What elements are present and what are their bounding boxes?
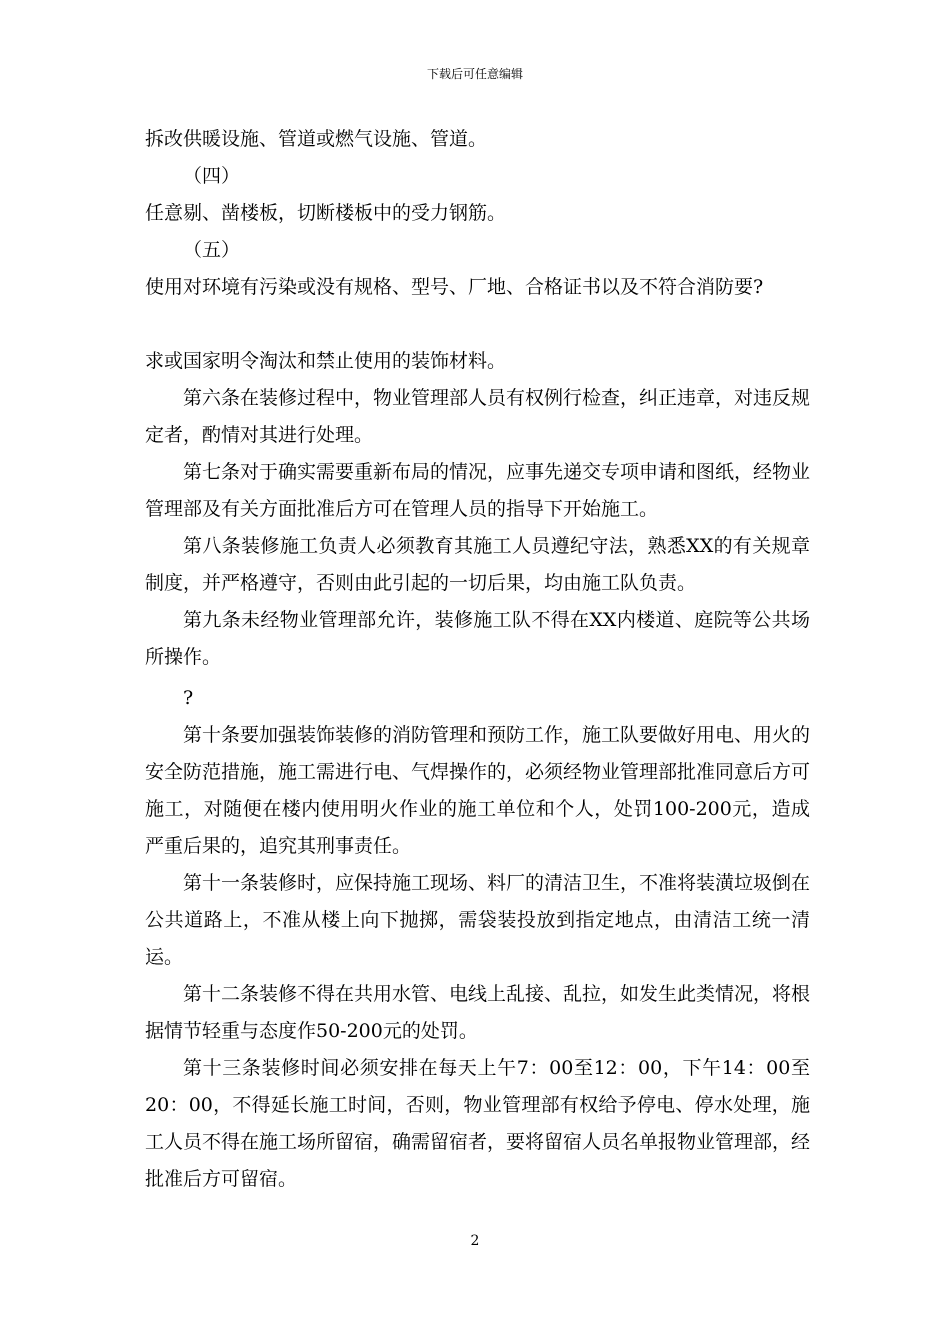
- article-6: [145, 380, 810, 454]
- text-line: 拆改供暖设施、管道或燃气设施、管道。: [145, 128, 488, 150]
- paragraph: 第八条装修施工负责人必须教育其施工人员遵纪守法，熟悉XX的有关规章制度，并严格遵守，否则由此引起的一切后果，均由施工队负责。: [145, 535, 810, 594]
- section-number: （四）: [183, 165, 241, 187]
- section-number: （五）: [183, 239, 241, 261]
- paragraph: 第十二条装修不得在共用水管、电线上乱接、乱拉，如发生此类情况，将根据情节轻重与态度作50-200元的处罚。: [145, 983, 811, 1042]
- paragraph: 第十一条装修时，应保持施工现场、料厂的清洁卫生，不准将装潢垃圾倒在公共道路上，不准从楼上向下抛掷，需袋装投放到指定地点，由清洁工统一清运。: [145, 872, 811, 968]
- stray-mark: [145, 680, 810, 717]
- paragraph: 第六条在装修过程中，物业管理部人员有权例行检查，纠正违章，对违反规定者，酌情对其进行处理。: [145, 387, 811, 446]
- text-line: 使用对环境有污染或没有规格、型号、厂地、合格证书以及不符合消防要?: [145, 276, 764, 298]
- article-13: [145, 1050, 810, 1198]
- article-8: [145, 528, 810, 602]
- article-7: [145, 454, 810, 528]
- paragraph: 第七条对于确实需要重新布局的情况，应事先递交专项申请和图纸，经物业管理部及有关方面批准后方可在管理人员的指导下开始施工。: [145, 461, 811, 520]
- page-header: 下载后可任意编辑: [426, 67, 523, 81]
- article-10: [145, 717, 810, 865]
- paragraph: 第十条要加强装饰装修的消防管理和预防工作，施工队要做好用电、用火的安全防范措施，施工需进行电、气焊操作的，必须经物业管理部批准同意后方可施工，对随便在楼内使用明火作业的施工单位和个人，处罚100-200元，造成严重后果的，追究其刑事责任。: [145, 724, 811, 857]
- text-line: 求或国家明令淘汰和禁止使用的装饰材料。: [145, 350, 507, 372]
- paragraph: 第十三条装修时间必须安排在每天上午7：00至12：00，下午14：00至20：00，不得延长施工时间，否则，物业管理部有权给予停电、停水处理，施工人员不得在施工场所留宿，确需留宿者，要将留宿人员名单报物业管理部，经批准后方可留宿。: [145, 1057, 811, 1190]
- paragraph: 第九条未经物业管理部允许，装修施工队不得在XX内楼道、庭院等公共场所操作。: [145, 609, 810, 668]
- article-9: [145, 602, 810, 676]
- article-11: [145, 865, 810, 976]
- paragraph: ?: [183, 687, 194, 709]
- page-number: 2: [470, 1233, 480, 1249]
- article-12: [145, 976, 810, 1050]
- text-line: 任意剔、凿楼板，切断楼板中的受力钢筋。: [145, 202, 507, 224]
